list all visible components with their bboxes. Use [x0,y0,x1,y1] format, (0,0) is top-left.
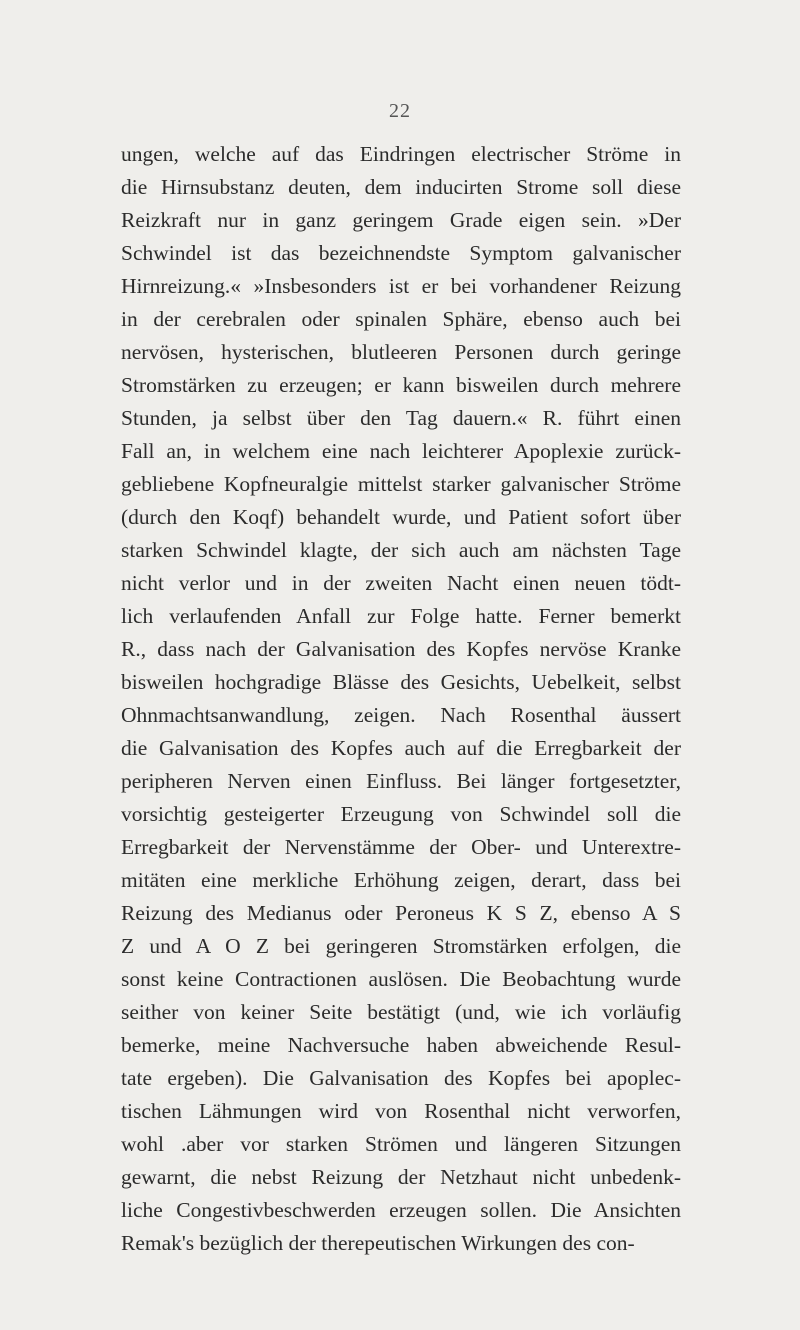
text-line: peripheren Nerven einen Einfluss. Bei länger fortgesetzter, [121,769,681,793]
text-line: seither von keiner Seite bestätigt (und, wie ich vorläufig [121,1000,681,1024]
text-line: Erregbarkeit der Nervenstämme der Ober- und Unterextre- [121,835,681,859]
text-line: mitäten eine merkliche Erhöhung zeigen, derart, dass bei [121,868,681,892]
text-line: gewarnt, die nebst Reizung der Netzhaut nicht unbedenk- [121,1165,681,1189]
text-line: sonst keine Contractionen auslösen. Die Beobachtung wurde [121,967,681,991]
text-line: die Hirnsubstanz deuten, dem inducirten Strome soll diese [121,175,681,199]
text-line: bemerke, meine Nachversuche haben abweichende Resul- [121,1033,681,1057]
text-line: Reizung des Medianus oder Peroneus K S Z, ebenso A S [121,901,681,925]
text-line: Schwindel ist das bezeichnendste Symptom galvanischer [121,241,681,265]
text-line: Hirnreizung.« »Insbesonders ist er bei vorhandener Reizung [121,274,681,298]
text-line: tischen Lähmungen wird von Rosenthal nicht verworfen, [121,1099,681,1123]
text-line: gebliebene Kopfneuralgie mittelst starker galvanischer Ströme [121,472,681,496]
text-line: Ohnmachtsanwandlung, zeigen. Nach Rosenthal äussert [121,703,681,727]
text-line: die Galvanisation des Kopfes auch auf die Erregbarkeit der [121,736,681,760]
text-line: Fall an, in welchem eine nach leichterer Apoplexie zurück- [121,439,681,463]
text-line: Reizkraft nur in ganz geringem Grade eigen sein. »Der [121,208,681,232]
text-line: (durch den Koqf) behandelt wurde, und Patient sofort über [121,505,681,529]
text-line: ungen, welche auf das Eindringen electrischer Ströme in [121,142,681,166]
text-line: Stunden, ja selbst über den Tag dauern.« R. führt einen [121,406,681,430]
page-number: 22 [389,100,411,122]
text-line: liche Congestivbeschwerden erzeugen sollen. Die Ansichten [121,1198,681,1222]
text-line: bisweilen hochgradige Blässe des Gesichts, Uebelkeit, selbst [121,670,681,694]
text-line: Remak's bezüglich der therepeutischen Wirkungen des con- [121,1231,635,1255]
text-line: nervösen, hysterischen, blutleeren Personen durch geringe [121,340,681,364]
text-line: nicht verlor und in der zweiten Nacht einen neuen tödt- [121,571,681,595]
text-line: Stromstärken zu erzeugen; er kann bisweilen durch mehrere [121,373,681,397]
text-line: Z und A O Z bei geringeren Stromstärken erfolgen, die [121,934,681,958]
text-line: lich verlaufenden Anfall zur Folge hatte. Ferner bemerkt [121,604,681,628]
text-line: R., dass nach der Galvanisation des Kopfes nervöse Kranke [121,637,681,661]
text-line: vorsichtig gesteigerter Erzeugung von Schwindel soll die [121,802,681,826]
body-text [121,138,681,1260]
text-line: in der cerebralen oder spinalen Sphäre, ebenso auch bei [121,307,681,331]
text-line: tate ergeben). Die Galvanisation des Kopfes bei apoplec- [121,1066,681,1090]
text-line: wohl .aber vor starken Strömen und längeren Sitzungen [121,1132,681,1156]
text-line: starken Schwindel klagte, der sich auch am nächsten Tage [121,538,681,562]
